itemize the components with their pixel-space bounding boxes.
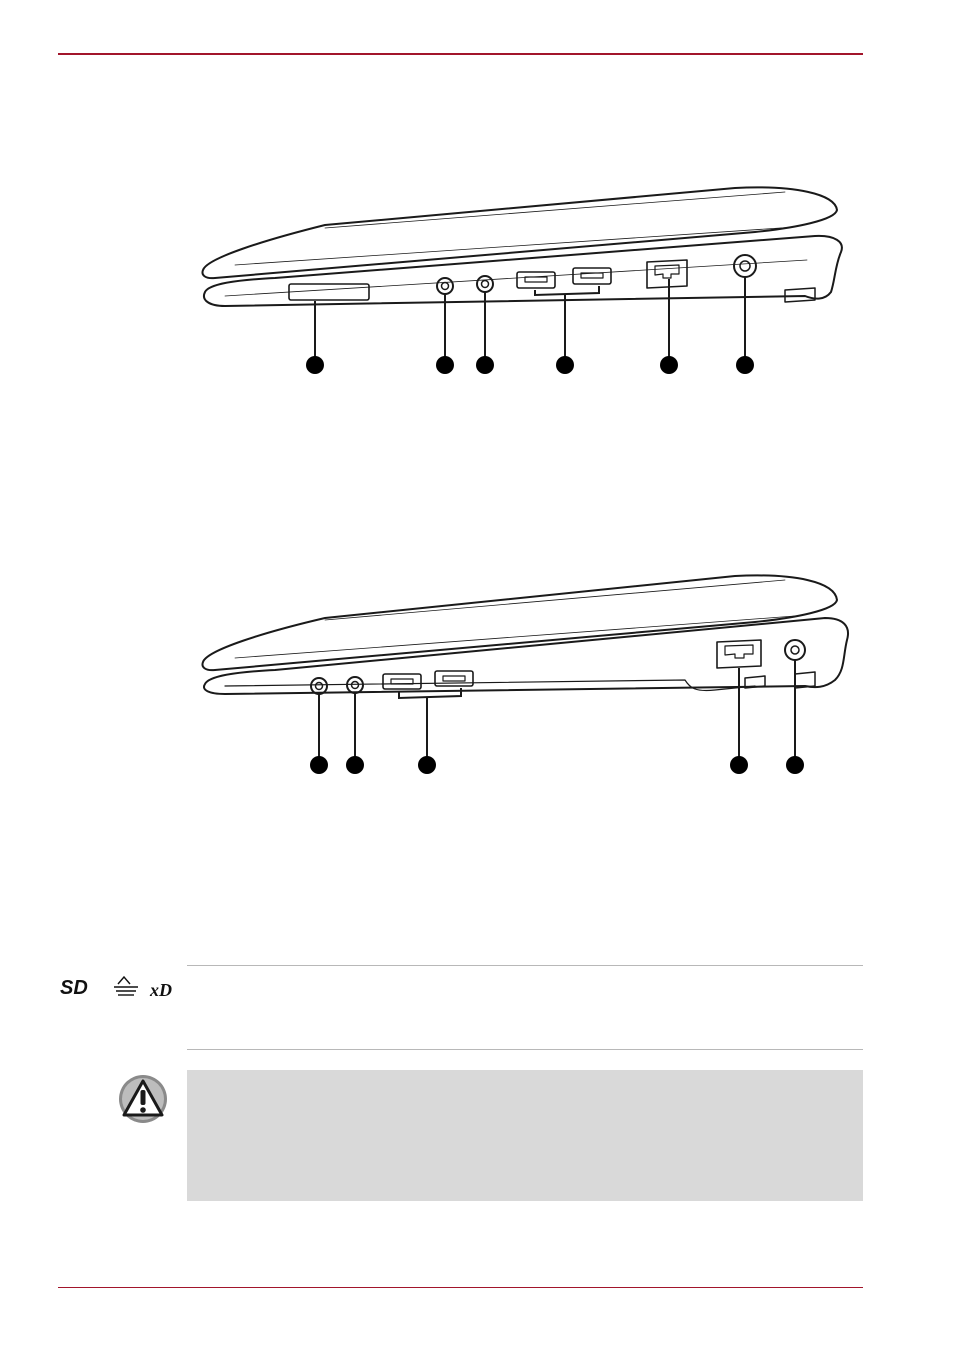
- callout-marker: [306, 356, 324, 374]
- caution-box: [187, 1070, 863, 1201]
- callout-marker: [736, 356, 754, 374]
- right-side-illustration: [195, 570, 855, 780]
- section-rule-top: [187, 965, 863, 966]
- footer-rule: [58, 1287, 863, 1288]
- callout-marker: [660, 356, 678, 374]
- callout-marker: [346, 756, 364, 774]
- callout-marker: [786, 756, 804, 774]
- memory-card-logos-icon: [58, 974, 188, 1000]
- callout-marker: [436, 356, 454, 374]
- left-side-figure: [195, 180, 855, 380]
- right-side-figure: [195, 570, 855, 780]
- caution-triangle-icon: [117, 1074, 169, 1124]
- callout-marker: [556, 356, 574, 374]
- header-rule: [58, 53, 863, 55]
- callout-marker: [310, 756, 328, 774]
- left-side-illustration: [195, 180, 855, 380]
- callout-marker: [476, 356, 494, 374]
- callout-marker: [418, 756, 436, 774]
- sd-logo-text: SD: [60, 977, 88, 999]
- xd-logo-text: xD: [150, 980, 172, 1000]
- section-rule-bottom: [187, 1049, 863, 1050]
- callout-marker: [730, 756, 748, 774]
